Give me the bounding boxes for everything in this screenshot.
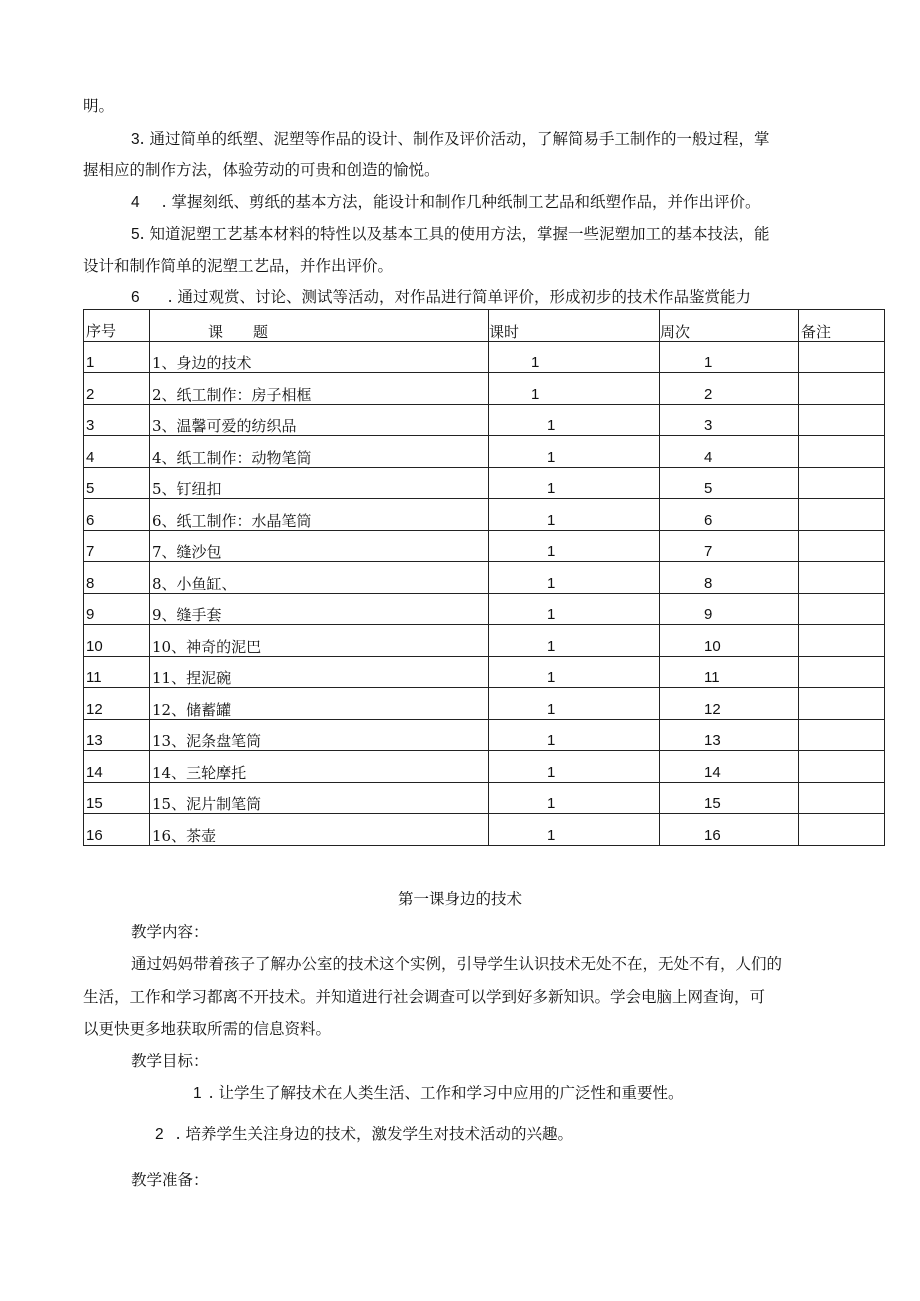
table-row: [84, 751, 885, 783]
row-notes-cell: [799, 782, 885, 814]
row-week-cell: 9: [660, 593, 799, 625]
item-text: . 让学生了解技术在人类生活、工作和学习中应用的广泛性和重要性。: [208, 1084, 684, 1102]
row-number-cell: 12: [84, 688, 150, 720]
item-text: . 掌握刻纸、剪纸的基本方法，能设计和制作几种纸制工艺品和纸塑作品，并作出评价。: [161, 193, 761, 211]
row-hours-cell: 1: [489, 814, 660, 846]
item-text: . 通过简单的纸塑、泥塑等作品的设计、制作及评价活动，了解简易手工制作的一般过程，掌: [139, 130, 770, 148]
row-notes-cell: [799, 593, 885, 625]
table-row: [84, 530, 885, 562]
content-line-1: 通过妈妈带着孩子了解办公室的技术这个实例，引导学生认识技术无处不在，无处不有，人们的: [131, 955, 783, 973]
row-number-cell: 2: [84, 373, 150, 405]
row-title-cell: 7、缝沙包: [150, 530, 489, 562]
goals-label: 教学目标：: [131, 1052, 209, 1070]
row-week-cell: 8: [660, 562, 799, 594]
row-notes-cell: [799, 656, 885, 688]
row-number-cell: 13: [84, 719, 150, 751]
table-row: [84, 593, 885, 625]
row-notes-cell: [799, 436, 885, 468]
paragraph-3-line-2: 握相应的制作方法，体验劳动的可贵和创造的愉悦。: [83, 161, 440, 179]
paragraph-3-line-1: [131, 129, 769, 150]
header-cell-number: 序号: [84, 310, 150, 342]
row-notes-cell: [799, 404, 885, 436]
row-week-cell: 4: [660, 436, 799, 468]
row-title-cell: 14、三轮摩托: [150, 751, 489, 783]
table-row: [84, 373, 885, 405]
row-title-cell: 13、泥条盘笔筒: [150, 719, 489, 751]
table-row: [84, 814, 885, 846]
row-notes-cell: [799, 530, 885, 562]
table-row: [84, 625, 885, 657]
row-week-cell: 12: [660, 688, 799, 720]
row-number-cell: 3: [84, 404, 150, 436]
row-week-cell: 7: [660, 530, 799, 562]
row-number-cell: 1: [84, 341, 150, 373]
row-notes-cell: [799, 625, 885, 657]
item-text: . 培养学生关注身边的技术，激发学生对技术活动的兴趣。: [175, 1125, 573, 1143]
item-number: 4: [131, 194, 140, 211]
row-title-cell: 8、小鱼缸、: [150, 562, 489, 594]
row-hours-cell: 1: [489, 751, 660, 783]
item-number: 2: [155, 1126, 164, 1143]
header-cell-title: 课 题: [150, 310, 489, 342]
row-week-cell: 13: [660, 719, 799, 751]
row-notes-cell: [799, 719, 885, 751]
row-hours-cell: 1: [489, 562, 660, 594]
row-hours-cell: 1: [489, 341, 660, 373]
row-title-cell: 1、身边的技术: [150, 341, 489, 373]
row-title-cell: 16、茶壶: [150, 814, 489, 846]
row-hours-cell: 1: [489, 499, 660, 531]
content-label: 教学内容：: [131, 923, 209, 941]
row-number-cell: 8: [84, 562, 150, 594]
row-notes-cell: [799, 751, 885, 783]
table-row: [84, 499, 885, 531]
row-title-cell: 5、钉纽扣: [150, 467, 489, 499]
row-week-cell: 6: [660, 499, 799, 531]
row-title-cell: 12、储蓄罐: [150, 688, 489, 720]
row-week-cell: 16: [660, 814, 799, 846]
table-row: [84, 656, 885, 688]
header-cell-week: 周次: [660, 310, 799, 342]
item-number: 5: [131, 226, 140, 243]
row-week-cell: 11: [660, 656, 799, 688]
row-title-cell: 10、神奇的泥巴: [150, 625, 489, 657]
table-row: [84, 404, 885, 436]
prep-label: 教学准备：: [131, 1171, 209, 1189]
row-number-cell: 15: [84, 782, 150, 814]
row-notes-cell: [799, 499, 885, 531]
row-week-cell: 15: [660, 782, 799, 814]
row-number-cell: 14: [84, 751, 150, 783]
row-title-cell: 3、温馨可爱的纺织品: [150, 404, 489, 436]
row-notes-cell: [799, 341, 885, 373]
table-row: [84, 562, 885, 594]
table-header-row: [84, 310, 885, 342]
paragraph-4-line-1: [131, 192, 760, 213]
row-number-cell: 16: [84, 814, 150, 846]
schedule-table: [83, 309, 885, 846]
row-title-cell: 11、捏泥碗: [150, 656, 489, 688]
row-hours-cell: 1: [489, 467, 660, 499]
row-title-cell: 15、泥片制笔筒: [150, 782, 489, 814]
row-week-cell: 3: [660, 404, 799, 436]
item-number: 3: [131, 131, 140, 148]
text-line: 明。: [83, 97, 115, 115]
item-text: . 通过观赏、讨论、测试等活动，对作品进行简单评价，形成初步的技术作品鉴赏能力: [167, 288, 751, 306]
header-cell-hours: 课时: [489, 310, 660, 342]
row-title-cell: 9、缝手套: [150, 593, 489, 625]
row-notes-cell: [799, 688, 885, 720]
paragraph-5-line-2: 设计和制作简单的泥塑工艺品，并作出评价。: [83, 257, 394, 275]
row-hours-cell: 1: [489, 782, 660, 814]
table-row: [84, 467, 885, 499]
row-hours-cell: 1: [489, 530, 660, 562]
row-number-cell: 10: [84, 625, 150, 657]
row-title-cell: 6、纸工制作：水晶笔筒: [150, 499, 489, 531]
row-number-cell: 4: [84, 436, 150, 468]
row-number-cell: 7: [84, 530, 150, 562]
row-hours-cell: 1: [489, 436, 660, 468]
paragraph-6-line-1: [131, 287, 751, 308]
row-number-cell: 11: [84, 656, 150, 688]
row-number-cell: 9: [84, 593, 150, 625]
row-hours-cell: 1: [489, 593, 660, 625]
table-row: [84, 719, 885, 751]
table-row: [84, 782, 885, 814]
goal-1: [193, 1083, 683, 1104]
content-line-3: 以更快更多地获取所需的信息资料。: [83, 1020, 332, 1038]
row-notes-cell: [799, 562, 885, 594]
row-hours-cell: 1: [489, 625, 660, 657]
item-number: 1: [193, 1085, 202, 1102]
row-hours-cell: 1: [489, 373, 660, 405]
row-number-cell: 6: [84, 499, 150, 531]
row-hours-cell: 1: [489, 688, 660, 720]
row-number-cell: 5: [84, 467, 150, 499]
content-line-2: 生活，工作和学习都离不开技术。并知道进行社会调查可以学到好多新知识。学会电脑上网查询，可: [83, 988, 766, 1006]
row-notes-cell: [799, 467, 885, 499]
row-week-cell: 10: [660, 625, 799, 657]
item-number: 6: [131, 289, 140, 306]
row-title-cell: 4、纸工制作：动物笔筒: [150, 436, 489, 468]
row-week-cell: 5: [660, 467, 799, 499]
row-hours-cell: 1: [489, 719, 660, 751]
lesson-title: 第一课身边的技术: [397, 890, 522, 908]
header-cell-notes: 备注: [799, 310, 885, 342]
row-notes-cell: [799, 814, 885, 846]
table-row: [84, 688, 885, 720]
goal-2: [155, 1124, 573, 1145]
item-text: . 知道泥塑工艺基本材料的特性以及基本工具的使用方法，掌握一些泥塑加工的基本技法，能: [139, 225, 770, 243]
table-row: [84, 436, 885, 468]
row-week-cell: 1: [660, 341, 799, 373]
row-hours-cell: 1: [489, 404, 660, 436]
table-row: [84, 341, 885, 373]
paragraph-5-line-1: [131, 224, 769, 245]
row-notes-cell: [799, 373, 885, 405]
row-title-cell: 2、纸工制作：房子相框: [150, 373, 489, 405]
row-week-cell: 14: [660, 751, 799, 783]
row-week-cell: 2: [660, 373, 799, 405]
row-hours-cell: 1: [489, 656, 660, 688]
